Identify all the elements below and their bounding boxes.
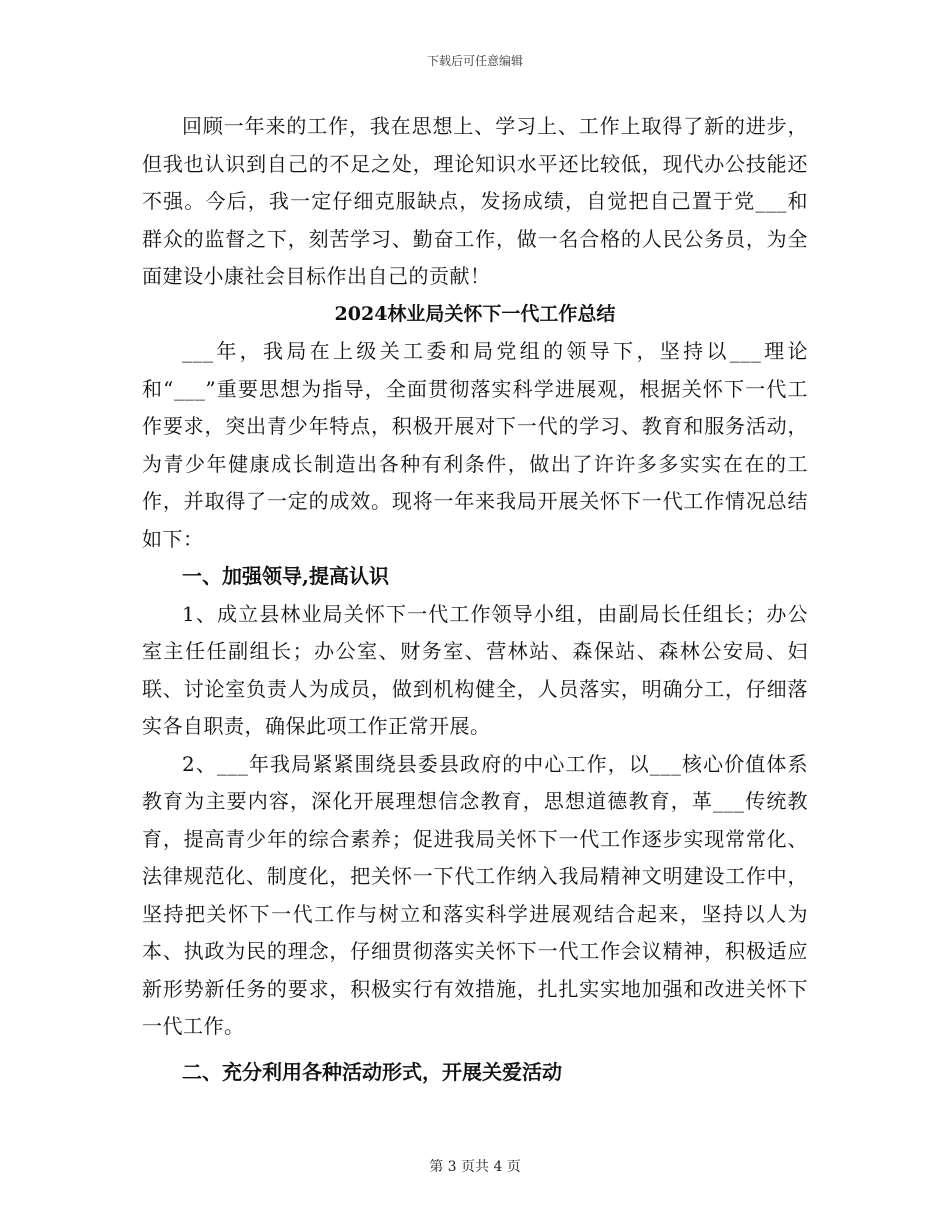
page-number: 第 3 页共 4 页 bbox=[429, 1159, 521, 1175]
section-heading-2: 二、充分利用各种活动形式，开展关爱活动 bbox=[182, 1059, 562, 1084]
section1-item-1: 1、成立县林业局关怀下一代工作领导小组，由副局长任组长；办公室主任任副组长；办公室、财务室、营林站、森保站、森林公安局、妇联、讨论室负责人为成员，做到机构健全，人员落实，明确分工，仔细落实各自职责，确保此项工作正常开展。 bbox=[142, 601, 808, 738]
document-body bbox=[142, 108, 808, 1091]
opening-paragraph: ___年，我局在上级关工委和局党组的领导下，坚持以___理论和“___”重要思想为指导，全面贯彻落实科学进展观，根据关怀下一代工作要求，突出青少年特点，积极开展对下一代的学习、教育和服务活动，为青少年健康成长制造出各种有利条件，做出了许许多多实实在在的工作，并取得了一定的成效。现将一年来我局开展关怀下一代工作情况总结如下： bbox=[142, 339, 808, 551]
intro-paragraph: 回顾一年来的工作，我在思想上、学习上、工作上取得了新的进步，但我也认识到自己的不足之处，理论知识水平还比较低，现代办公技能还不强。今后，我一定仔细克服缺点，发扬成绩，自觉把自己置于党___和群众的监督之下，刻苦学习、勤奋工作，做一名合格的人民公务员，为全面建设小康社会目标作出自己的贡献！ bbox=[142, 114, 808, 288]
page-header bbox=[0, 52, 950, 69]
section-heading-1: 一、加强领导,提高认识 bbox=[182, 564, 389, 588]
page-footer bbox=[0, 1156, 950, 1176]
document-title: 2024林业局关怀下一代工作总结 bbox=[334, 302, 616, 325]
section1-item-2: 2、___年我局紧紧围绕县委县政府的中心工作，以___核心价值体系教育为主要内容，深化开展理想信念教育，思想道德教育，革___传统教育，提高青少年的综合素养；促进我局关怀下一代工作逐步实现常常化、法律规范化、制度化，把关怀一下代工作纳入我局精神文明建设工作中，坚持把关怀下一代工作与树立和落实科学进展观结合起来，坚持以人为本、执政为民的理念，仔细贯彻落实关怀下一代工作会议精神，积极适应新形势新任务的要求，积极实行有效措施，扎扎实实地加强和改进关怀下一代工作。 bbox=[142, 751, 808, 1038]
header-text: 下载后可任意编辑 bbox=[426, 54, 523, 68]
